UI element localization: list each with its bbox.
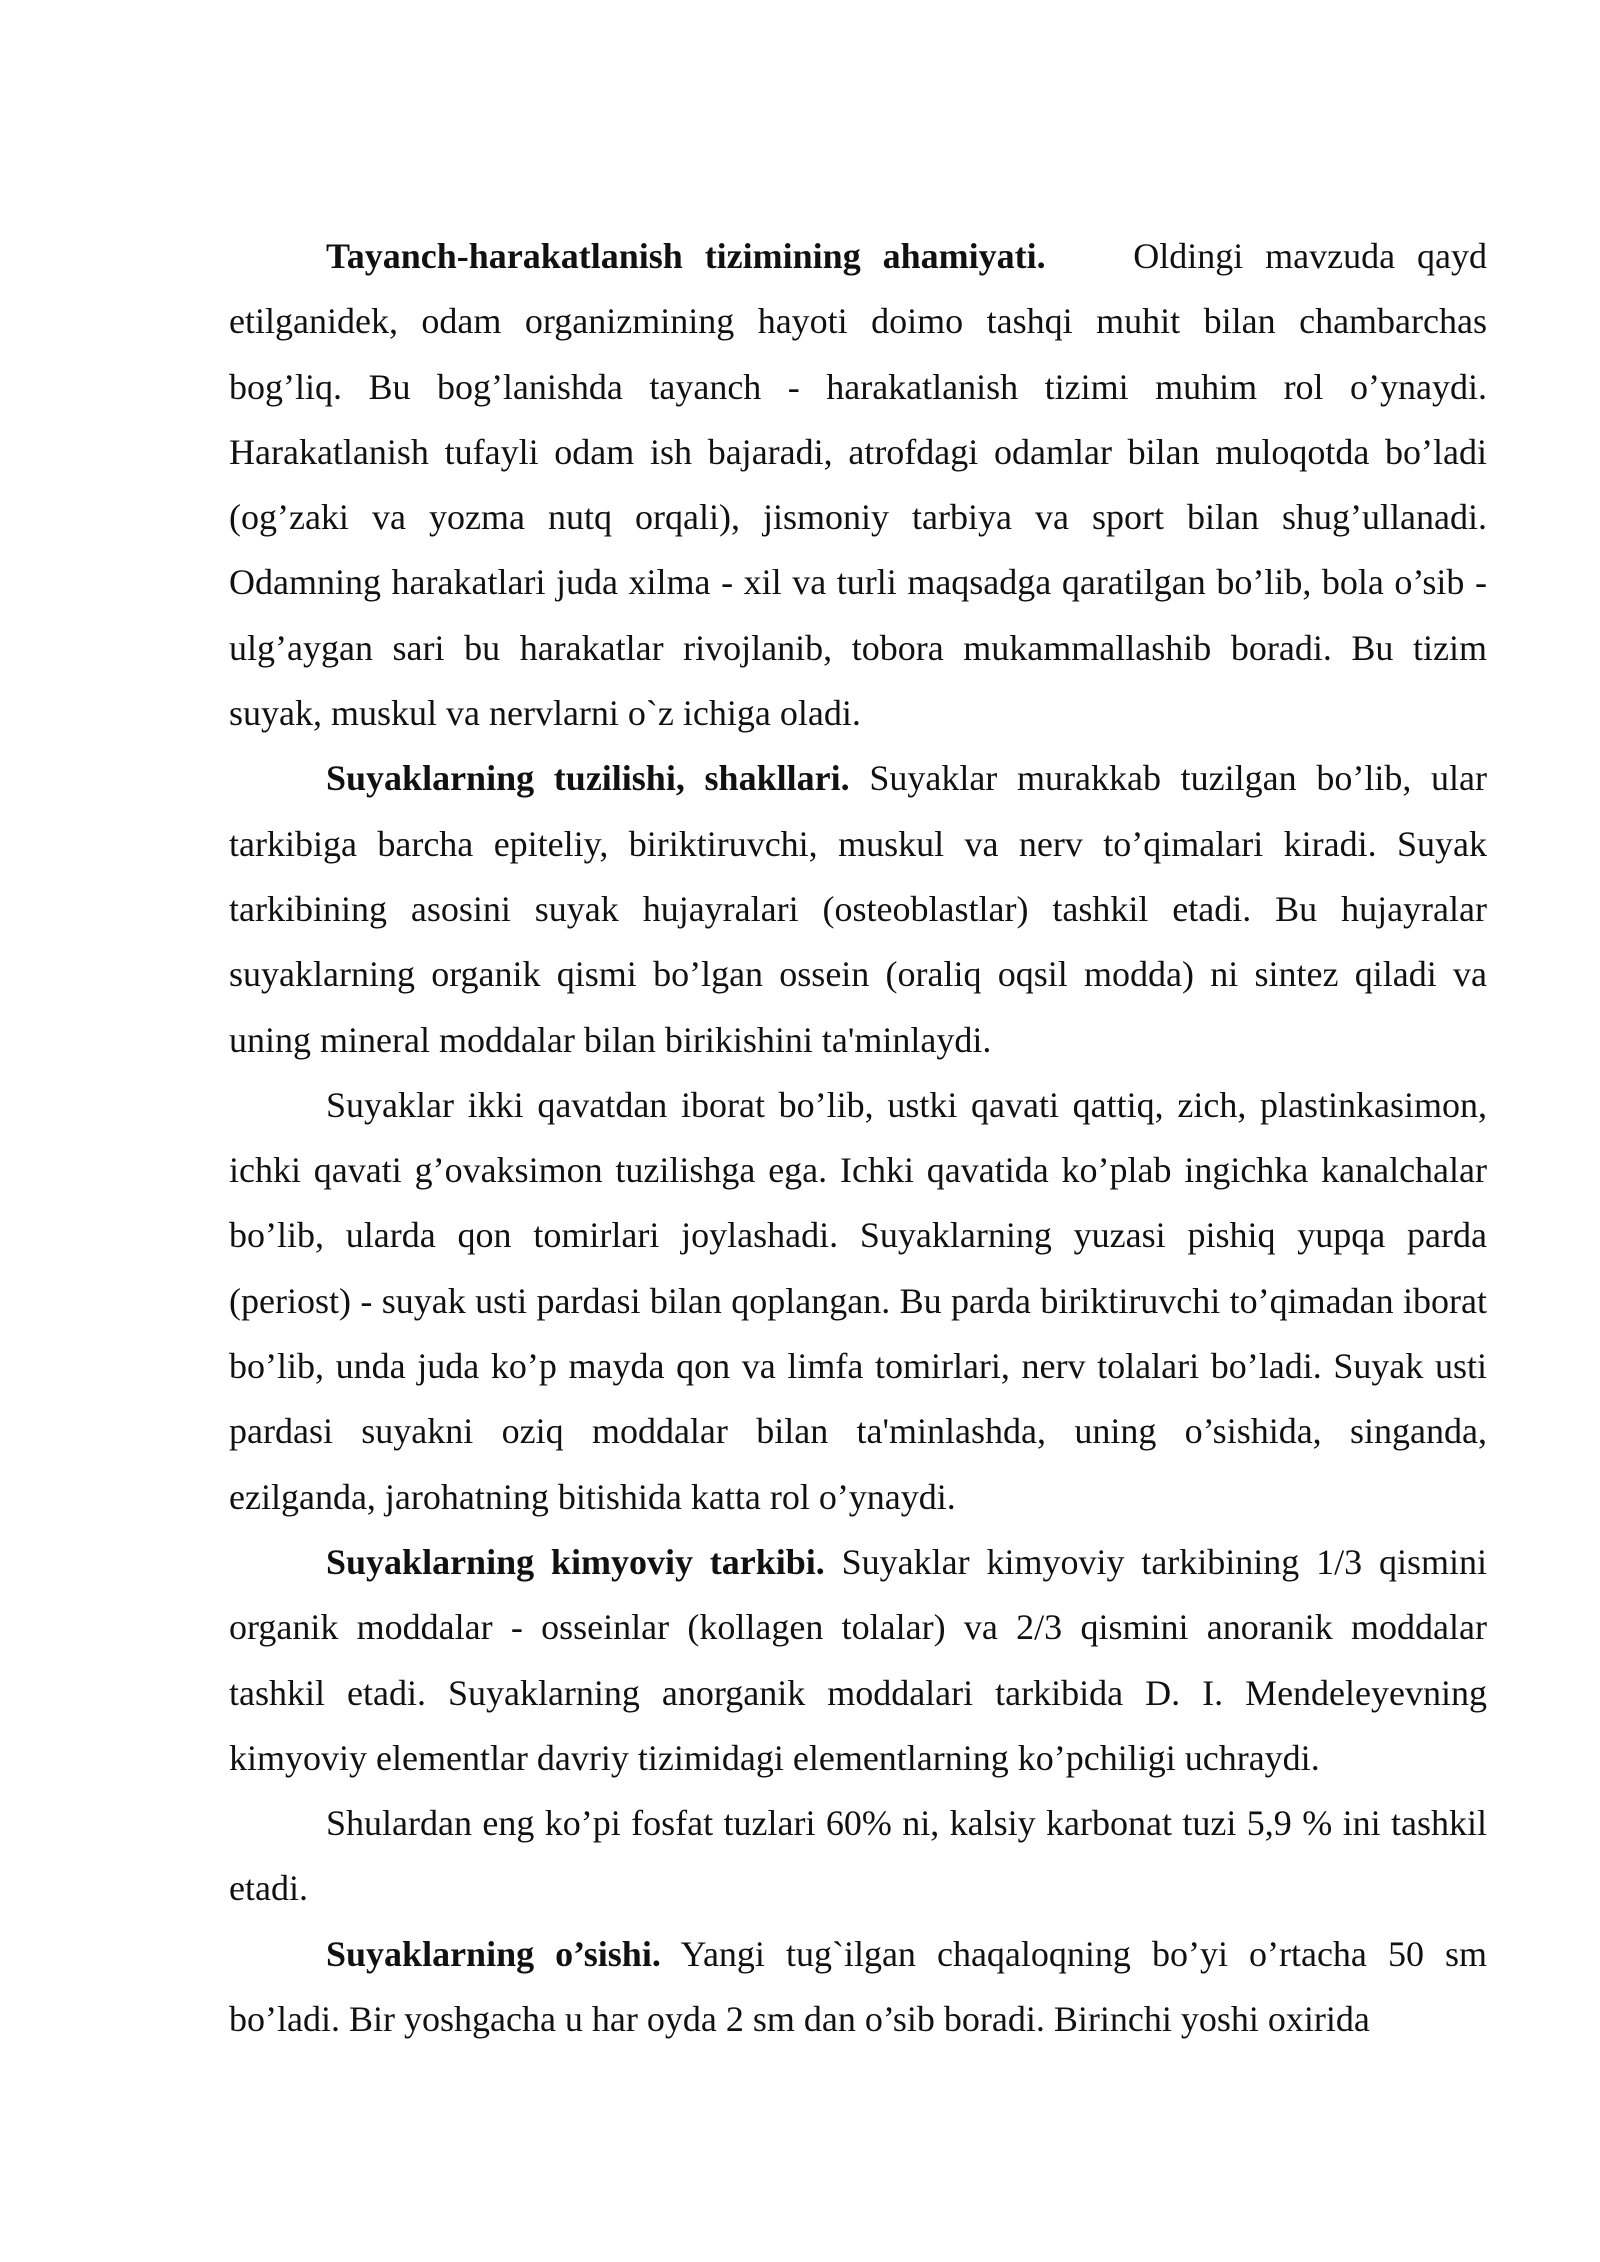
heading-importance: Tayanch-harakatlanish tizimining ahamiyati. [326,236,1046,276]
heading-chemistry: Suyaklarning kimyoviy tarkibi. [326,1541,825,1582]
paragraph-body: Suyaklar kimyoviy tarkibining 1/3 qismini organik moddalar - osseinlar (kollagen tolalar) va 2/3 qismini anoranik moddalar tashkil etadi. Suyaklarning anorganik moddalari tarkibida D. I. Mendeleyevning kimyoviy elementlar davriy tizimidagi elementlarning ko’pchiligi uchraydi. [229,1541,1487,1778]
paragraph-body: Shulardan eng ko’pi fosfat tuzlari 60% ni, kalsiy karbonat tuzi 5,9 % ini tashkil etadi. [229,1803,1487,1909]
paragraph-layers [229,1073,1487,1530]
paragraph-salts [229,1791,1487,1922]
paragraph-structure [229,746,1487,1072]
paragraph-importance [229,224,1487,746]
paragraph-body: Yangi tug`ilgan chaqaloqning bo’yi o’rtacha 50 sm bo’ladi. Bir yoshgacha u har oyda 2 sm dan o’sib boradi. Birinchi yoshi oxirida [229,1933,1487,2040]
heading-structure: Suyaklarning tuzilishi, shakllari. [326,758,850,799]
document-page [229,224,1487,2052]
paragraph-body: Suyaklar murakkab tuzilgan bo’lib, ular tarkibiga barcha epiteliy, biriktiruvchi, muskul va nerv to’qimalari kiradi. Suyak tarkibining asosini suyak hujayralari (osteoblastlar) tashkil etadi. Bu hujayralar suyaklarning organik qismi bo’lgan ossein (oraliq oqsil modda) ni sintez qiladi va uning mineral moddalar bilan birikishini ta'minlaydi. [229,758,1488,1060]
paragraph-growth [229,1922,1487,2053]
paragraph-chemistry [229,1530,1487,1791]
paragraph-body: Oldingi mavzuda qayd etilganidek, odam organizmining hayoti doimo tashqi muhit bilan chambarchas bog’liq. Bu bog’lanishda tayanch - harakatlanish tizimi muhim rol o’ynaydi. Harakatlanish tufayli odam ish bajaradi, atrofdagi odamlar bilan muloqotda bo’ladi (og’zaki va yozma nutq orqali), jismoniy tarbiya va sport bilan shug’ullanadi. Odamning harakatlari juda xilma - xil va turli maqsadga qaratilgan bo’lib, bola o’sib - ulg’aygan sari bu harakatlar rivojlanib, tobora mukammallashib boradi. Bu tizim suyak, muskul va nervlarni o`z ichiga oladi. [229,236,1488,734]
paragraph-body: Suyaklar ikki qavatdan iborat bo’lib, ustki qavati qattiq, zich, plastinkasimon, ichki qavati g’ovaksimon tuzilishga ega. Ichki qavatida ko’plab ingichka kanalchalar bo’lib, ularda qon tomirlari joylashadi. Suyaklarning yuzasi pishiq yupqa parda (periost) - suyak usti pardasi bilan qoplangan. Bu parda biriktiruvchi to’qimadan iborat bo’lib, unda juda ko’p mayda qon va limfa tomirlari, nerv tolalari bo’ladi. Suyak usti pardasi suyakni oziq moddalar bilan ta'minlashda, uning o’sishida, singanda, ezilganda, jarohatning bitishida katta rol o’ynaydi. [229,1084,1487,1517]
heading-growth: Suyaklarning o’sishi. [326,1933,661,1974]
